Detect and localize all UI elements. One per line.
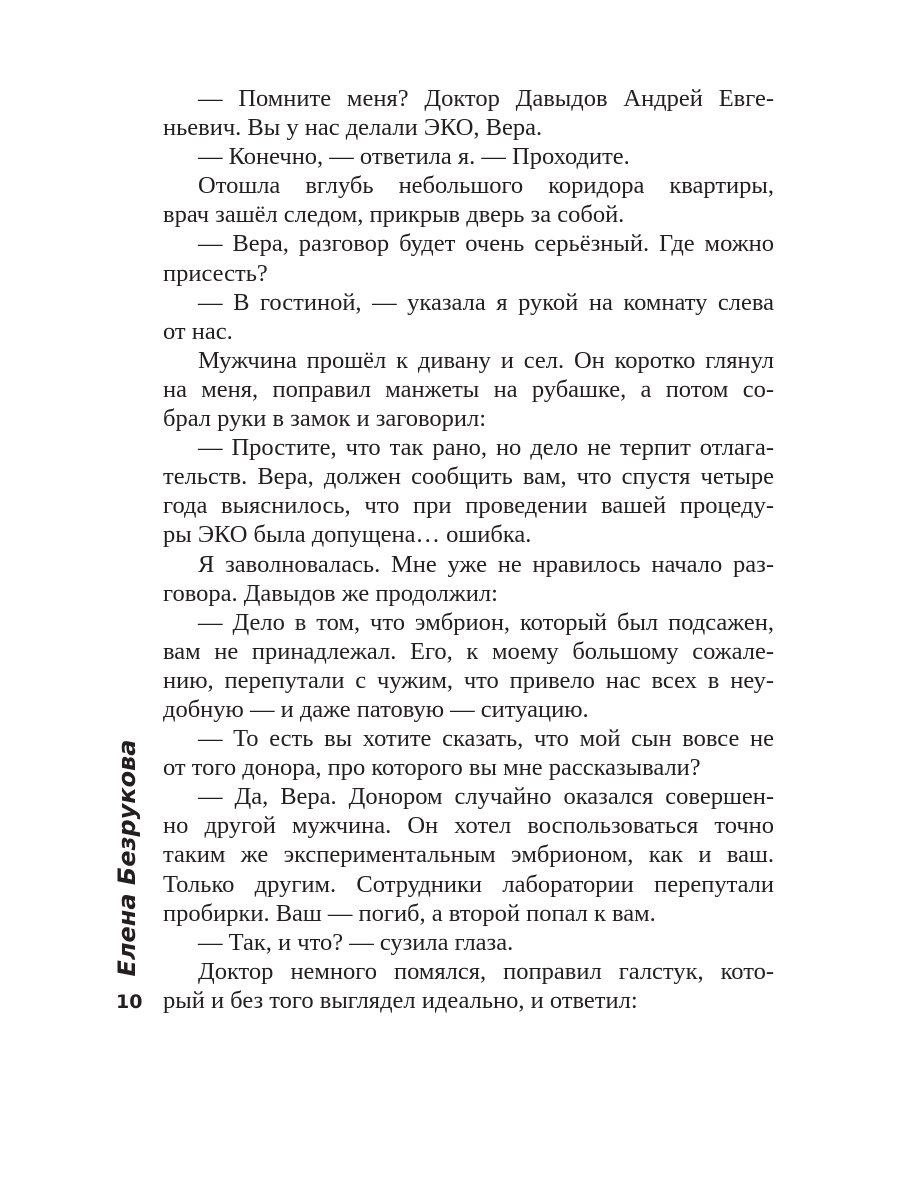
- text-line: от того донора, про которого вы мне рассказывали?: [163, 754, 701, 782]
- page-number: 10: [116, 991, 143, 1013]
- text-line: Доктор немного помялся, поправил галстук, кото-: [198, 957, 774, 985]
- text-line: от нас.: [163, 317, 233, 345]
- text-line: пробирки. Ваш — погиб, а второй попал к вам.: [163, 899, 656, 927]
- text-line: Отошла вглубь небольшого коридора квартиры,: [198, 172, 774, 200]
- text-line: — Простите, что так рано, но дело не терпит отлага-: [198, 434, 774, 462]
- text-line: — Дело в том, что эмбрион, который был подсажен,: [198, 608, 774, 636]
- text-line: вам не принадлежал. Его, к моему большому сожале-: [163, 637, 774, 665]
- text-line: года выяснилось, что при проведении вашей процеду-: [163, 492, 774, 520]
- running-head-author: Елена Безрукова: [113, 739, 141, 977]
- text-line: на меня, поправил манжеты на рубашке, а потом со-: [163, 375, 774, 403]
- text-line: Я заволновалась. Мне уже не нравилось начало раз-: [198, 550, 774, 578]
- text-line: добную — и даже патовую — ситуацию.: [163, 695, 589, 723]
- text-line: — То есть вы хотите сказать, что мой сын вовсе не: [198, 725, 774, 753]
- text-line: рый и без того выглядел идеально, и ответил:: [163, 986, 638, 1014]
- text-line: Мужчина прошёл к дивану и сел. Он коротко глянул: [198, 346, 774, 374]
- text-line: брал руки в замок и заговорил:: [163, 405, 487, 433]
- text-line: — Конечно, — ответила я. — Проходите.: [198, 143, 630, 171]
- text-line: — Помните меня? Доктор Давыдов Андрей Евге-: [198, 85, 774, 112]
- text-line: ньевич. Вы у нас делали ЭКО, Вера.: [163, 114, 543, 142]
- text-line: но другой мужчина. Он хотел воспользоваться точно: [163, 812, 774, 840]
- text-line: говора. Давыдов же продолжил:: [163, 579, 498, 607]
- text-line: — В гостиной, — указала я рукой на комнату слева: [198, 288, 774, 316]
- text-line: Только другим. Сотрудники лаборатории перепутали: [163, 870, 774, 898]
- text-line: присесть?: [163, 259, 268, 287]
- text-line: тельств. Вера, должен сообщить вам, что спустя четыре: [163, 463, 774, 491]
- text-line: нию, перепутали с чужим, что привело нас всех в неу-: [163, 666, 774, 694]
- text-line: — Да, Вера. Донором случайно оказался совершен-: [198, 783, 774, 811]
- text-line: — Вера, разговор будет очень серьёзный. Где можно: [198, 230, 774, 258]
- text-line: ры ЭКО была допущена… ошибка.: [163, 521, 532, 549]
- text-line: таким же экспериментальным эмбрионом, как и ваш.: [163, 841, 774, 869]
- text-line: врач зашёл следом, прикрыв дверь за собой.: [163, 201, 625, 229]
- text-line: — Так, и что? — сузила глаза.: [198, 928, 514, 956]
- body-text: [163, 84, 774, 1015]
